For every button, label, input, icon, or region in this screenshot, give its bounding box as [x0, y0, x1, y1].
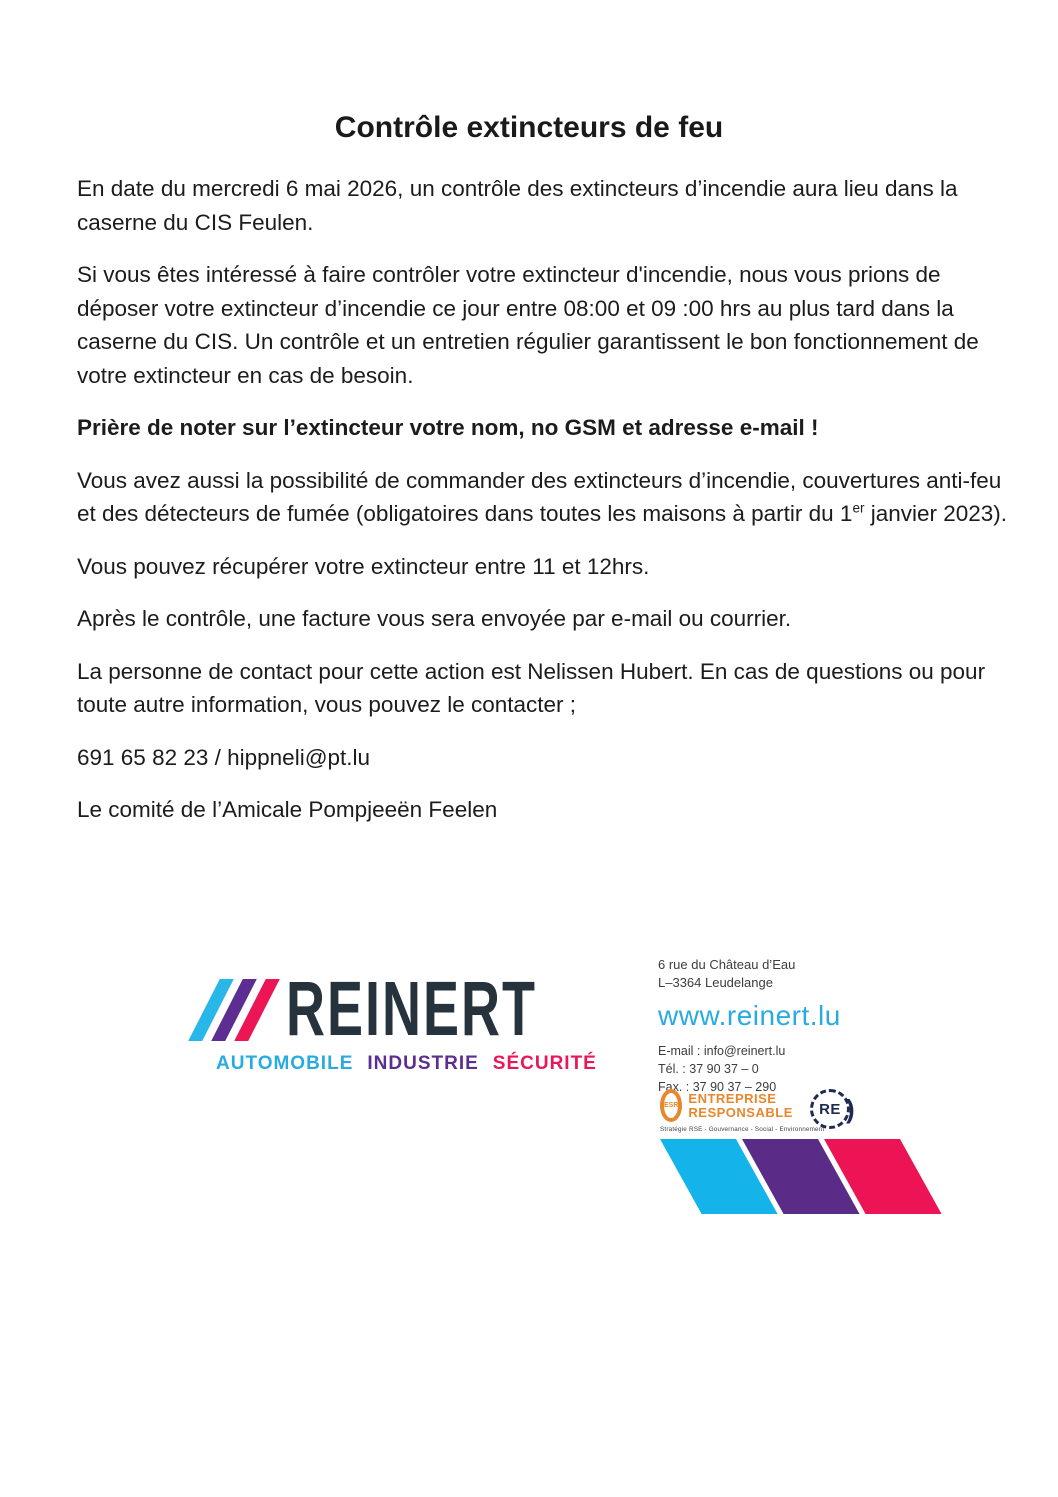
- tagline-industrie: INDUSTRIE: [367, 1053, 479, 1074]
- page-title: Contrôle extincteurs de feu: [334, 111, 724, 144]
- re-badge-icon: RE: [810, 1089, 850, 1129]
- address-line-1: 6 rue du Château d’Eau: [658, 957, 796, 972]
- esr-badge-top: [660, 1089, 793, 1122]
- email-line: E-mail : info@reinert.lu: [658, 1044, 786, 1058]
- paragraph-note-bold: Prière de noter sur l’extincteur votre nom, no GSM et adresse e-mail !: [77, 415, 819, 440]
- paragraph-invoice: Après le contrôle, une facture vous sera envoyée par e-mail ou courrier.: [77, 606, 792, 631]
- esr-badge-subtitle: Stratégie RSE - Gouvernance - Social - Environnement: [660, 1126, 825, 1133]
- paragraph-pickup: Vous pouvez récupérer votre extincteur entre 11 et 12hrs.: [77, 553, 650, 579]
- tel-line: Tél. : 37 90 37 – 0: [658, 1062, 759, 1076]
- paragraph-date: En date du mercredi 6 mai 2026, un contrôle des extincteurs d’incendie aura lieu dans la caserne du CIS Feulen.: [77, 176, 958, 235]
- re-badge-paren: ): [846, 1093, 855, 1124]
- logo-stripes-icon: [188, 979, 280, 1041]
- certification-badges: [660, 1089, 855, 1133]
- re-badge: [810, 1089, 855, 1129]
- reinert-logo: [186, 966, 597, 1075]
- paragraph-signature: Le comité de l’Amicale Pompjeeën Feelen: [77, 797, 498, 822]
- reinert-logo-row: [186, 966, 597, 1052]
- paragraph-order-text: Vous avez aussi la possibilité de commander des extincteurs d’incendie, couvertures anti-feu et des détecteurs de fumée (obligatoires dans toutes les maisons à partir du 1: [77, 467, 1002, 526]
- esr-badge-label: [688, 1092, 792, 1120]
- contact-block: [658, 956, 978, 1096]
- esr-badge: [660, 1089, 825, 1133]
- paragraph-order-tail: janvier 2023).: [864, 501, 1008, 526]
- esr-line-1: ENTREPRISE: [688, 1090, 777, 1106]
- brand-stripes-graphic: [660, 1139, 942, 1214]
- esr-circle-icon: ESR: [660, 1089, 682, 1122]
- address-line-2: L–3364 Leudelange: [658, 975, 773, 990]
- esr-line-2: RESPONSABLE: [688, 1104, 793, 1120]
- website-url: www.reinert.lu: [658, 1000, 841, 1031]
- paragraph-instructions: Si vous êtes intéressé à faire contrôler votre extincteur d'incendie, nous vous prions de déposer votre extincteur d’incendie ce jour entre 08:00 et 09 :00 hrs au plus tard dans la caserne du CIS. Un contrôle et un entretien régulier garantissent le bon fonctionnement de votre extincteur en cas de besoin.: [77, 262, 979, 388]
- reinert-tagline: [216, 1053, 597, 1075]
- ordinal-superscript: er: [852, 500, 865, 516]
- paragraph-phone-email: 691 65 82 23 / hippneli@pt.lu: [77, 744, 371, 770]
- document-body: [77, 172, 1012, 827]
- fax-line: Fax. : 37 90 37 – 290: [658, 1080, 777, 1094]
- paragraph-order: [77, 464, 1012, 531]
- reinert-wordmark: REINERT: [286, 966, 538, 1052]
- paragraph-contact-person: La personne de contact pour cette action est Nelissen Hubert. En cas de questions ou pour toute autre information, vous pouvez le contacter ;: [77, 658, 986, 717]
- tagline-automobile: AUTOMOBILE: [216, 1053, 354, 1074]
- tagline-securite: SÉCURITÉ: [492, 1053, 597, 1074]
